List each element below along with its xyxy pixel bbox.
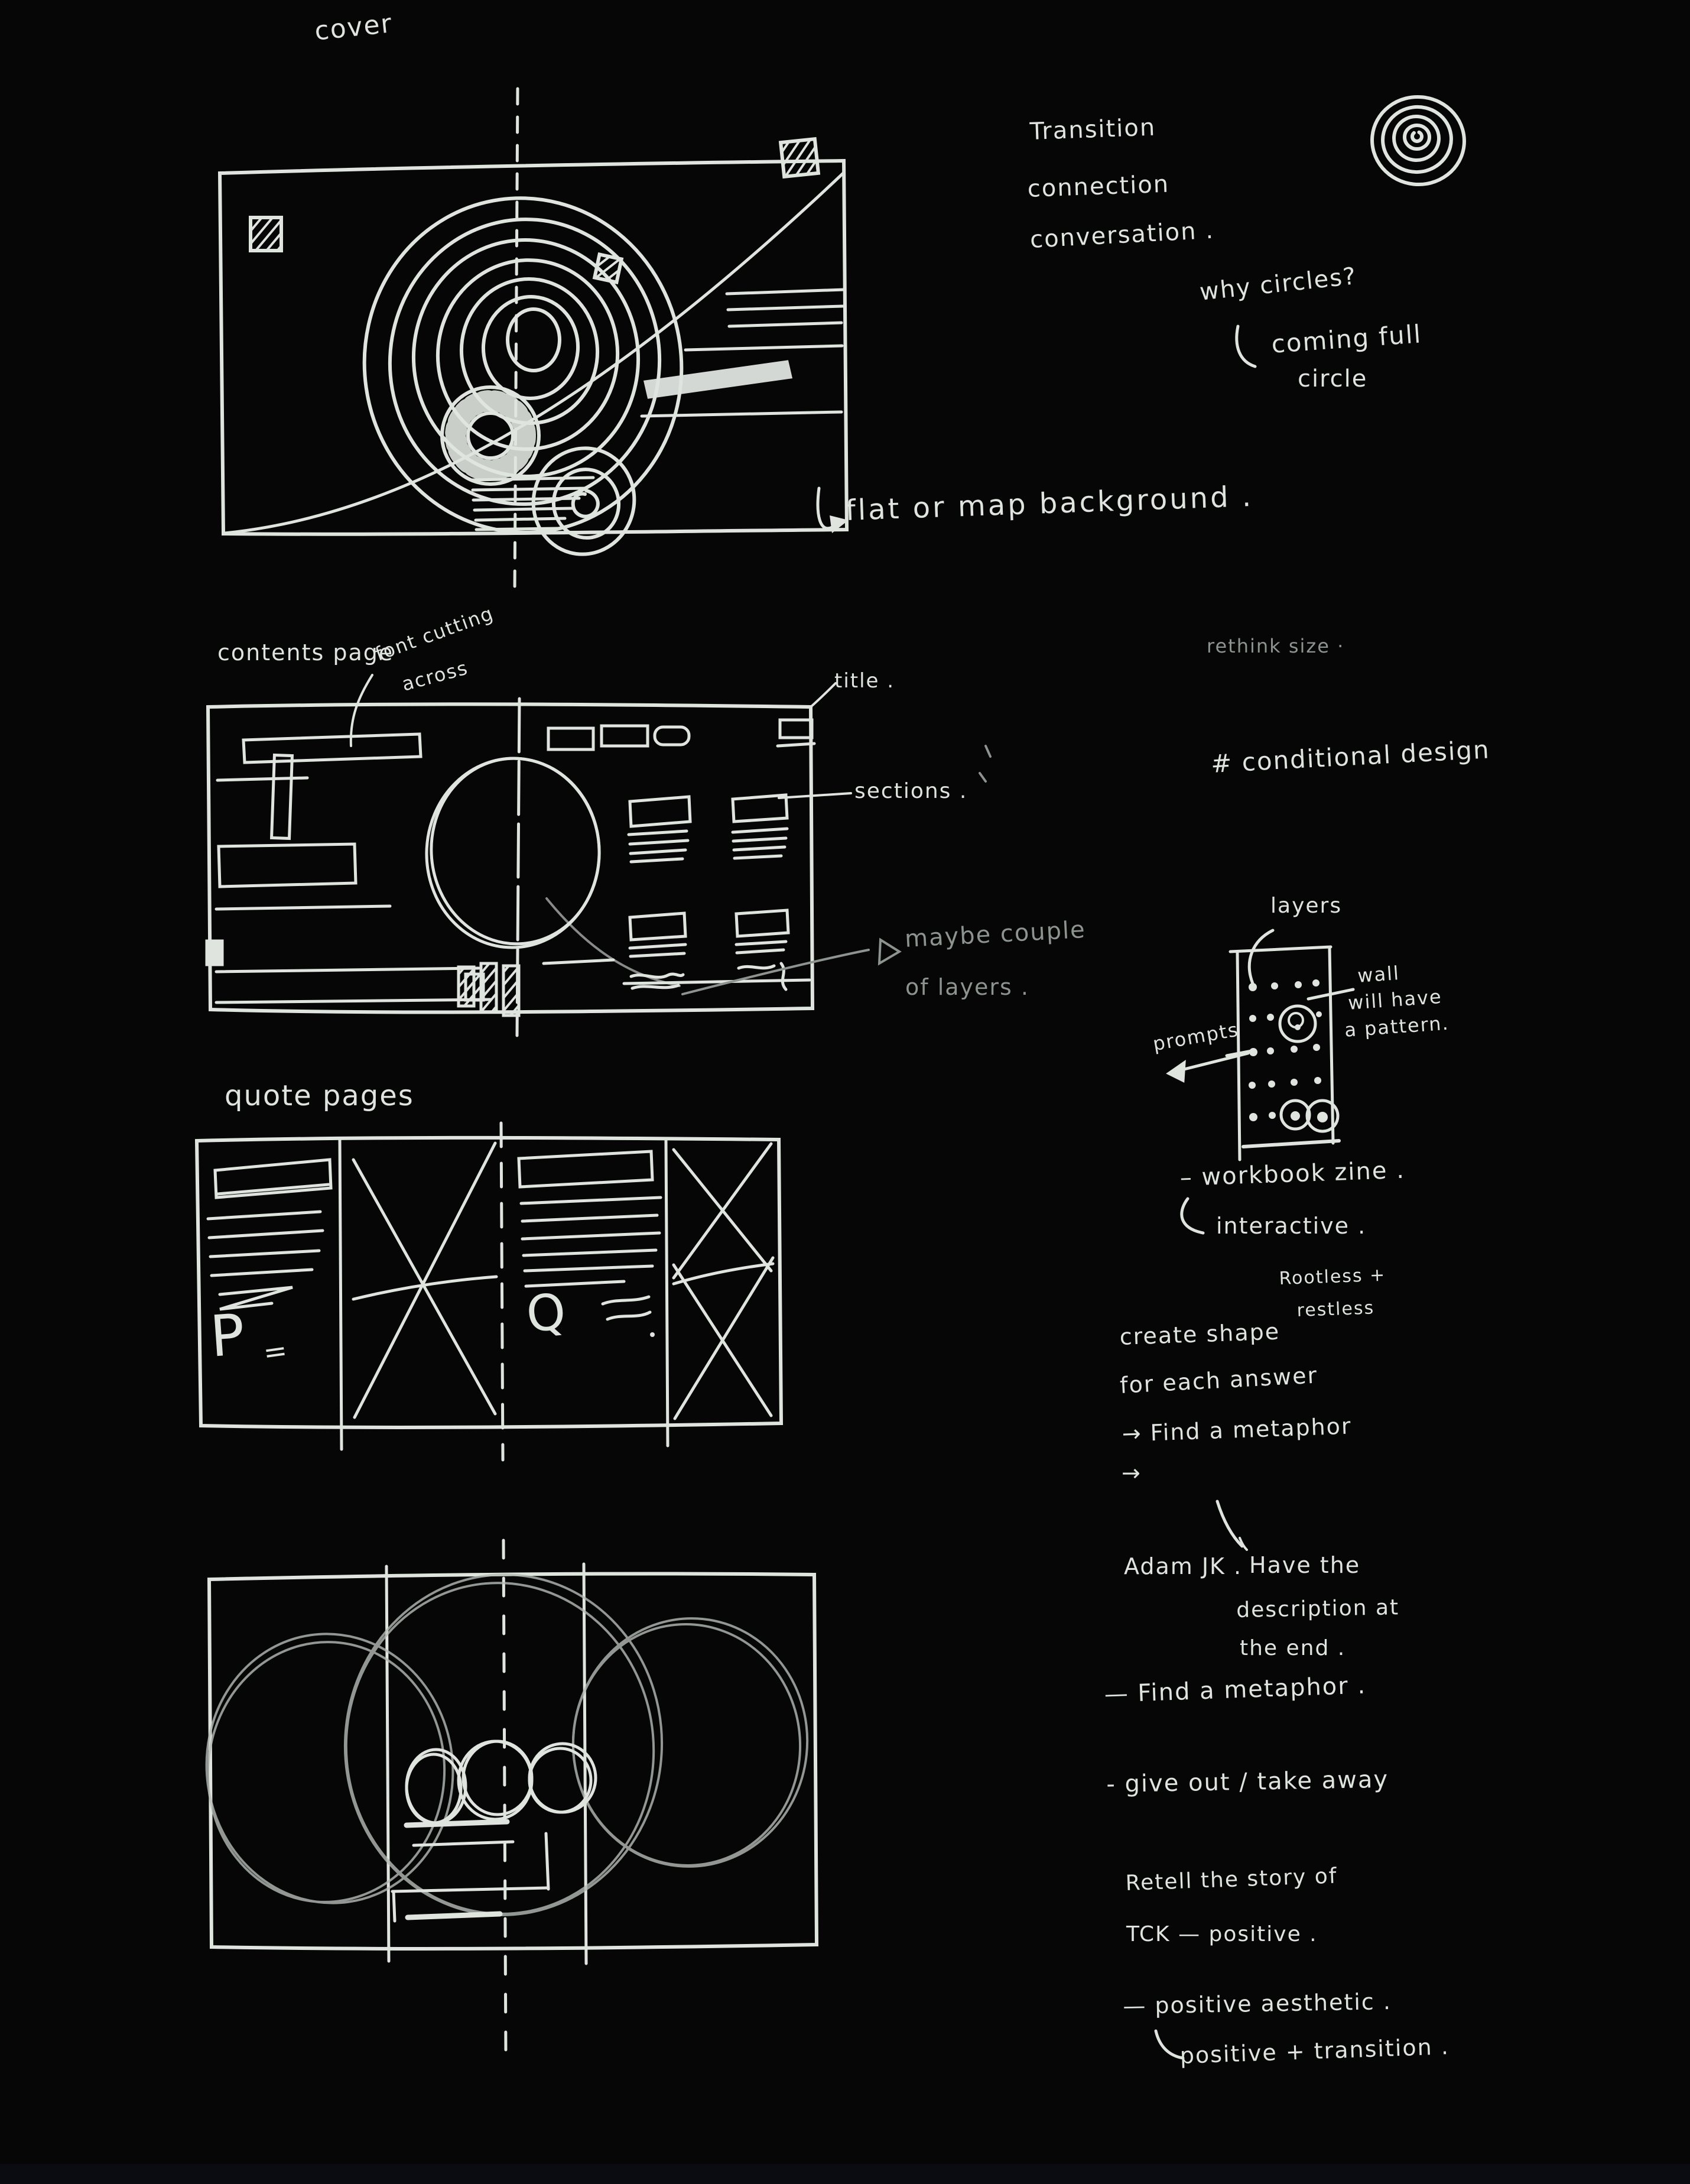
- quote-pages-sketch: [197, 1123, 781, 1460]
- prompts-arrowhead: [1169, 1063, 1184, 1080]
- arrow-note: →: [1122, 1460, 1142, 1486]
- cover-concentric-rings: [343, 177, 703, 553]
- prompts-label: prompts: [1151, 1018, 1241, 1056]
- faint-ticks: [980, 746, 990, 781]
- hatched-square-on-ring: [594, 254, 621, 282]
- workbook-note: – workbook zine .: [1179, 1156, 1406, 1192]
- conditional-note: # conditional design: [1210, 735, 1491, 778]
- contents-center-circle: [422, 751, 607, 952]
- adam-note: Adam JK .: [1124, 1553, 1243, 1579]
- interactive-note: interactive .: [1216, 1213, 1367, 1239]
- quotes-divider-2: [666, 1141, 668, 1446]
- quotes-frame: [197, 1138, 781, 1427]
- find-metaphor-note: — Find a metaphor .: [1104, 1672, 1367, 1708]
- for-each-answer-note: for each answer: [1119, 1362, 1319, 1398]
- layers-note-arrow: [682, 940, 899, 994]
- note-curves: [1156, 326, 1255, 2058]
- have-the-note: Have the: [1249, 1552, 1361, 1578]
- quotes-label: quote pages: [225, 1079, 414, 1112]
- quote-p-glyph: P: [208, 1301, 248, 1370]
- why-circles-note: why circles?: [1198, 262, 1358, 306]
- aesthetic-note: — positive aesthetic .: [1123, 1988, 1392, 2019]
- photo-edge-strip: [0, 2164, 1690, 2184]
- sections-label: sections .: [854, 779, 968, 803]
- contents-right-page: [544, 720, 814, 989]
- quote-p-equals: =: [261, 1333, 291, 1370]
- interactive-elbow: [1182, 1199, 1203, 1233]
- bottom-fold-line: [503, 1540, 506, 2056]
- title-leader: [811, 683, 836, 707]
- note-conversation: conversation .: [1029, 216, 1215, 254]
- quotes-fold-line: [501, 1123, 503, 1460]
- cover-scribble-blob: [522, 437, 646, 566]
- retell-line1: Retell the story of: [1125, 1864, 1338, 1896]
- find-metaphor-arrow-note: → Find a metaphor: [1122, 1413, 1353, 1447]
- transition-note-elbow: [1156, 2031, 1183, 2058]
- contents-sketch: [207, 675, 990, 1036]
- wall-pattern-line2: will have: [1347, 985, 1443, 1014]
- contents-label: contents page: [217, 640, 394, 666]
- retell-line2: TCK — positive .: [1126, 1922, 1318, 1946]
- the-end-note: the end .: [1240, 1636, 1346, 1660]
- note-connection: connection: [1027, 170, 1170, 203]
- sections-leader: [779, 793, 851, 798]
- bottom-bars: [392, 1822, 548, 1921]
- background-note: flat or map background .: [845, 479, 1254, 527]
- note-transition: Transition: [1029, 113, 1156, 145]
- rethink-note: rethink size ·: [1207, 635, 1345, 657]
- circled-dots: [1280, 1006, 1338, 1131]
- prompt-dots: [1249, 979, 1322, 1121]
- layers-label: layers: [1270, 894, 1343, 918]
- quotes-col2-cross: [353, 1143, 496, 1417]
- cover-sketch: [220, 89, 849, 594]
- hatched-square-topright: [781, 139, 818, 177]
- contents-left-page: [207, 734, 490, 1002]
- cover-sun-donut: [442, 387, 539, 484]
- create-shape-note: create shape: [1119, 1318, 1280, 1350]
- font-note-line2: across: [399, 656, 471, 696]
- layers-leader-curve: [1249, 930, 1273, 984]
- wall-pattern-line1: wall: [1357, 962, 1401, 987]
- quote-q-glyph: Q: [524, 1281, 570, 1344]
- cover-arrow-to-note: [818, 488, 849, 533]
- give-take-note: - give out / take away: [1106, 1766, 1389, 1798]
- why-circles-elbow: [1237, 326, 1255, 366]
- cover-label: cover: [313, 8, 394, 47]
- wall-pattern-line3: a pattern.: [1344, 1011, 1450, 1041]
- layers-note-line1: maybe couple: [904, 916, 1087, 953]
- transition-note: positive + transition .: [1179, 2033, 1450, 2069]
- full-circle-note: circle: [1298, 365, 1368, 392]
- contents-hatched-bars: [459, 963, 519, 1015]
- small-circles: [407, 1741, 596, 1823]
- bottom-frame: [209, 1573, 817, 1949]
- quotes-col4-cross: [674, 1144, 773, 1419]
- quotes-divider-1: [340, 1140, 342, 1449]
- quotes-col1-text: [208, 1160, 331, 1309]
- rootless-line1: Rootless +: [1279, 1264, 1386, 1289]
- coming-full-note: coming full: [1270, 319, 1423, 359]
- rootless-line2: restless: [1296, 1297, 1375, 1321]
- hatched-square-topleft: [251, 218, 281, 251]
- title-label: title .: [834, 669, 895, 693]
- create-shape-curve: [1217, 1501, 1242, 1546]
- concentric-circles-icon: [1368, 92, 1469, 189]
- bottom-spread-sketch: [189, 1540, 820, 2056]
- layers-note-line2: of layers .: [905, 974, 1029, 1000]
- font-note-line1: font cutting: [372, 602, 497, 666]
- description-at-note: description at: [1236, 1595, 1400, 1622]
- bottom-divider-1: [386, 1566, 389, 1961]
